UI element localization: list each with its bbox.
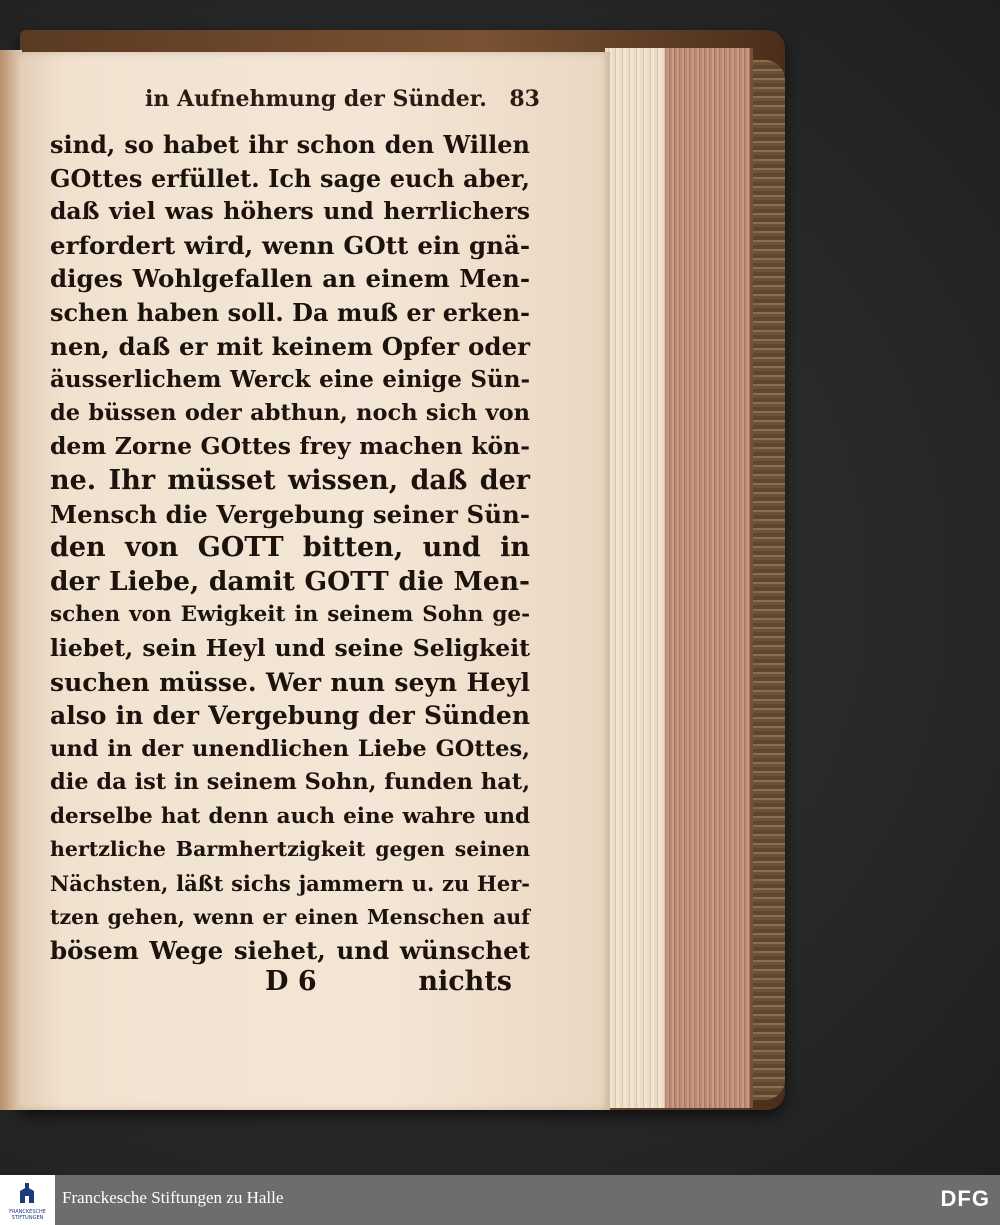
page-header <box>145 84 540 116</box>
text-line: nen, daß er mit keinem Opfer oder <box>50 331 530 361</box>
text-line: ne. Ihr müsset wissen, daß der <box>50 464 530 496</box>
text-line: bösem Wege siehet, und wünschet <box>50 936 530 966</box>
catchword: nichts <box>418 966 512 997</box>
text-line: dem Zorne GOttes frey machen kön- <box>50 432 530 461</box>
signature-mark: D 6 <box>265 966 317 997</box>
text-line: die da ist in seinem Sohn, funden hat, <box>50 769 531 796</box>
text-line: schen von Ewigkeit in seinem Sohn ge- <box>50 602 530 628</box>
text-line: äusserlichem Werck eine einige Sün- <box>50 366 530 394</box>
institution-name[interactable]: Franckesche Stiftungen zu Halle <box>62 1188 284 1207</box>
dfg-logo[interactable]: DFG <box>940 1186 990 1211</box>
text-line: derselbe hat denn auch eine wahre und <box>50 803 530 829</box>
text-line: Nächsten, läßt sichs jammern u. zu Her- <box>50 871 530 897</box>
text-line: den von GOTT bitten, und in <box>50 532 530 564</box>
text-line: GOttes erfüllet. Ich sage euch aber, <box>50 163 530 193</box>
page-text <box>50 128 530 968</box>
institution-logo[interactable] <box>0 1175 55 1225</box>
text-line: hertzliche Barmhertzigkeit gegen seinen <box>50 837 530 862</box>
text-line: erfordert wird, wenn GOtt ein gnä- <box>50 230 530 260</box>
text-line: tzen gehen, wenn er einen Menschen auf <box>50 904 530 929</box>
building-icon <box>17 1183 37 1205</box>
text-line: der Liebe, damit GOTT die Men- <box>50 565 530 597</box>
text-line: schen haben soll. Da muß er erken- <box>50 297 530 327</box>
footer-bar <box>0 1175 1000 1225</box>
text-line: Mensch die Vergebung seiner Sün- <box>50 499 530 529</box>
text-line: suchen müsse. Wer nun seyn Heyl <box>50 667 530 697</box>
text-line: also in der Vergebung der Sünden <box>50 701 530 731</box>
logo-caption: FRANCKESCHE STIFTUNGEN <box>9 1209 46 1221</box>
page-edges <box>605 48 753 1108</box>
text-line: liebet, sein Heyl und seine Seligkeit <box>50 633 530 662</box>
page-footer <box>50 966 512 1000</box>
text-line: sind, so habet ihr schon den Willen <box>50 130 530 159</box>
text-line: daß viel was höhers und herrlichers <box>50 197 530 226</box>
page-number: 83 <box>509 86 540 112</box>
text-line: de büssen oder abthun, noch sich von <box>50 399 530 426</box>
text-line: diges Wohlgefallen an einem Men- <box>50 264 530 294</box>
text-line: und in der unendlichen Liebe GOttes, <box>50 735 530 762</box>
running-head: in Aufnehmung der Sünder. <box>145 86 487 112</box>
